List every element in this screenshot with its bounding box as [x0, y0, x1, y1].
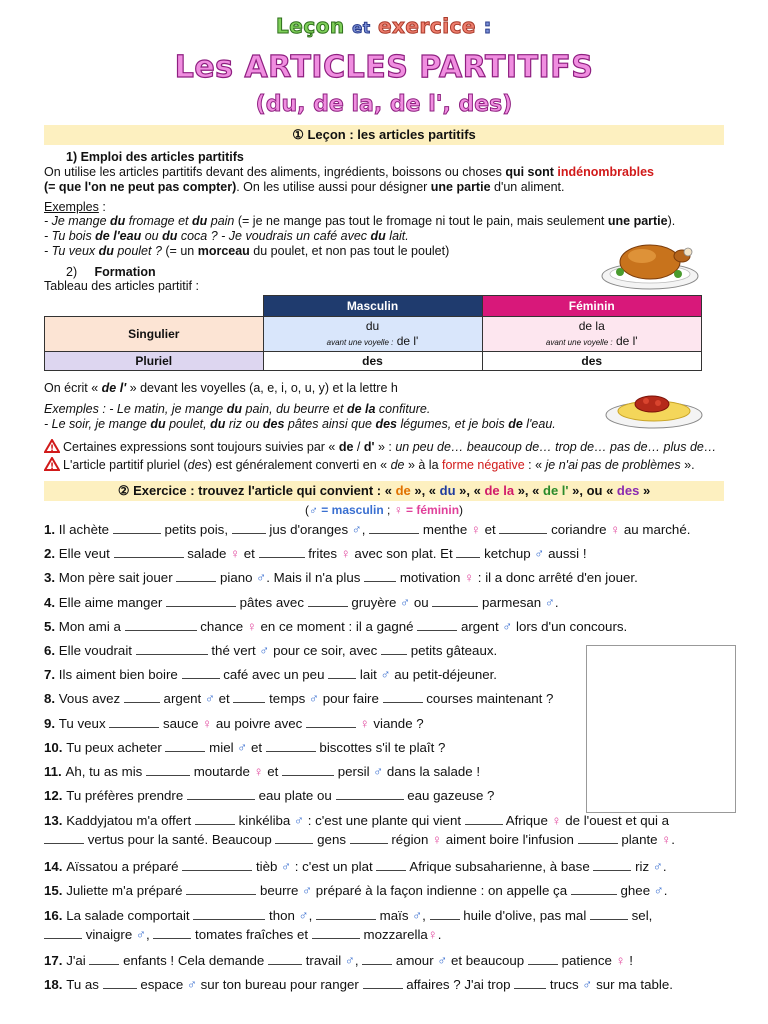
question-number: 1.: [44, 522, 59, 537]
question-text: coriandre: [547, 522, 611, 537]
question-text: sur ma table.: [592, 977, 673, 992]
question-text: .: [671, 832, 675, 847]
question-text: affaires ? J'ai trop: [402, 977, 515, 992]
question-text: temps: [265, 691, 310, 706]
answer-blank[interactable]: [268, 953, 302, 965]
question-text: plante: [617, 832, 662, 847]
question-text: mozzarella: [359, 927, 428, 942]
male-symbol-icon: ♂: [259, 643, 270, 658]
answer-blank[interactable]: [153, 927, 191, 939]
female-symbol-icon: ♀: [470, 522, 481, 537]
question-12: [44, 788, 744, 804]
male-symbol-icon: ♂: [135, 927, 146, 942]
question-14: [44, 832, 744, 848]
question-text: thon: [265, 908, 299, 923]
question-text: frites: [304, 546, 341, 561]
question-text: au marché.: [620, 522, 691, 537]
section2-heading: 2) Formation: [66, 265, 156, 279]
answer-blank[interactable]: [44, 832, 84, 844]
question-8: [44, 691, 744, 707]
answer-blank[interactable]: [369, 522, 419, 534]
title-exercice: exercice: [377, 14, 476, 38]
answer-blank[interactable]: [195, 813, 235, 825]
question-text: .: [663, 883, 668, 898]
question-text: Elle aime manger: [58, 595, 166, 610]
answer-blank[interactable]: [590, 908, 628, 920]
question-text: sauce: [159, 716, 203, 731]
question-text: argent: [159, 691, 205, 706]
male-symbol-icon: ♂: [281, 859, 292, 874]
question-text: sel,: [627, 908, 653, 923]
question-text: tièb: [252, 859, 282, 874]
warning-1: ! Certaines expressions sont toujours suivies par « de / d' » : un peu de… beaucoup de… trop de… pas de… plus de…: [44, 439, 744, 455]
question-text: dans la salade !: [383, 764, 481, 779]
question-number: 16.: [44, 908, 67, 923]
question-text: persil: [334, 764, 374, 779]
question-text: trucs: [546, 977, 583, 992]
question-text: J'ai: [66, 953, 90, 968]
answer-blank[interactable]: [308, 595, 348, 607]
question-text: Tu peux acheter: [66, 740, 166, 755]
question-text: gruyère: [347, 595, 401, 610]
question-17: [44, 908, 744, 924]
question-text: piano: [216, 570, 257, 585]
question-text: ,: [422, 908, 430, 923]
question-text: Mon père sait jouer: [58, 570, 177, 585]
question-text: et: [240, 546, 259, 561]
question-text: Vous avez: [58, 691, 124, 706]
answer-blank[interactable]: [336, 788, 404, 800]
question-text: gens: [313, 832, 350, 847]
title-colon: :: [483, 14, 492, 38]
male-symbol-icon: ♂: [380, 667, 391, 682]
pasta-plate-image: [604, 385, 704, 431]
question-text: et: [214, 691, 234, 706]
question-text: lait: [356, 667, 381, 682]
female-symbol-icon: ♀: [340, 546, 351, 561]
table-header-masculin: Masculin: [263, 296, 482, 317]
answer-blank[interactable]: [146, 764, 190, 776]
question-text: courses maintenant ?: [422, 691, 554, 706]
question-text: Aïssatou a préparé: [66, 859, 183, 874]
answer-blank[interactable]: [176, 570, 216, 582]
question-text: ghee: [616, 883, 654, 898]
example-2: - Tu bois de l'eau ou du coca ? - Je voudrais un café avec du lait.: [44, 229, 409, 243]
question-text: ketchup: [480, 546, 535, 561]
question-text: et: [263, 764, 283, 779]
answer-blank[interactable]: [499, 522, 547, 534]
question-text: lors d'un concours.: [512, 619, 628, 634]
question-text: .: [554, 595, 559, 610]
question-text: et: [247, 740, 266, 755]
question-text: chance: [196, 619, 247, 634]
answer-blank[interactable]: [514, 977, 546, 989]
table-intro: Tableau des articles partitif :: [44, 279, 199, 293]
question-text: La salade comportait: [66, 908, 194, 923]
male-symbol-icon: ♂: [544, 595, 555, 610]
question-19: [44, 953, 744, 969]
title-line-3: (du, de la, de l', des): [255, 92, 513, 117]
answer-blank[interactable]: [571, 883, 617, 895]
male-symbol-icon: ♂: [351, 522, 362, 537]
answer-blank[interactable]: [328, 667, 356, 679]
question-1: [44, 522, 744, 538]
question-9: [44, 716, 744, 732]
lesson-band: ① Leçon : les articles partitifs: [44, 125, 724, 145]
answer-blank[interactable]: [109, 716, 159, 728]
question-number: 3.: [44, 570, 59, 585]
answer-blank[interactable]: [578, 832, 618, 844]
answer-blank[interactable]: [312, 927, 360, 939]
warning-2: ! L'article partitif pluriel (des) est généralement converti en « de » à la forme négative : « je n'ai pas de problèmes ».: [44, 457, 744, 473]
question-number: 14.: [44, 859, 67, 874]
question-text: petits gâteaux.: [407, 643, 498, 658]
table-row-singulier: Singulier: [45, 317, 264, 352]
question-number: 2.: [44, 546, 59, 561]
female-symbol-icon: ♀: [464, 570, 475, 585]
question-number: 4.: [44, 595, 59, 610]
svg-text:!: !: [49, 462, 55, 471]
example-b: - Le soir, je mange du poulet, du riz ou des pâtes ainsi que des légumes, et je bois de l'eau.: [44, 417, 556, 431]
question-text: huile d'olive, pas mal: [459, 908, 590, 923]
question-number: 15.: [44, 883, 67, 898]
question-text: .: [662, 859, 667, 874]
female-symbol-icon: ♀: [246, 619, 257, 634]
answer-blank[interactable]: [282, 764, 334, 776]
question-text: : c'est une plante qui vient: [304, 813, 465, 828]
question-text: ,: [361, 522, 370, 537]
answer-blank[interactable]: [114, 546, 184, 558]
question-text: !: [625, 953, 633, 968]
question-text: eau gazeuse ?: [403, 788, 495, 803]
question-text: biscottes s'il te plaît ?: [315, 740, 446, 755]
question-text: Ils aiment bien boire: [58, 667, 182, 682]
question-text: Tu as: [66, 977, 103, 992]
question-text: Il achète: [58, 522, 113, 537]
question-number: 5.: [44, 619, 59, 634]
male-symbol-icon: ♂: [502, 619, 513, 634]
answer-blank[interactable]: [456, 546, 480, 558]
answer-blank[interactable]: [363, 977, 403, 989]
question-4: [44, 595, 744, 611]
answer-blank[interactable]: [376, 859, 406, 871]
question-text: beurre: [256, 883, 303, 898]
question-text: préparé à la façon indienne : on appelle ça: [312, 883, 571, 898]
answer-blank[interactable]: [182, 667, 220, 679]
male-symbol-icon: ♂: [186, 977, 197, 992]
section1-p1: On utilise les articles partitifs devant des aliments, ingrédients, boissons ou choses qui sont indénombrables: [44, 165, 654, 179]
question-text: maïs: [375, 908, 413, 923]
warning-icon: [44, 457, 60, 471]
question-text: enfants ! Cela demande: [119, 953, 268, 968]
title-et: et: [352, 19, 371, 37]
male-symbol-icon: ♂: [653, 883, 664, 898]
answer-blank[interactable]: [362, 953, 392, 965]
question-text: Juliette m'a préparé: [66, 883, 187, 898]
question-text: ,: [354, 953, 363, 968]
female-symbol-icon: ♀: [551, 813, 562, 828]
answer-blank[interactable]: [465, 813, 503, 825]
question-10: [44, 740, 744, 756]
question-text: : il a donc arrêté d'en jouer.: [474, 570, 638, 585]
section1-p2: (= que l'on ne peut pas compter). On les utilise aussi pour désigner une partie d'un aliment.: [44, 180, 565, 194]
answer-blank[interactable]: [381, 643, 407, 655]
question-text: de l'ouest et qui a: [561, 813, 670, 828]
example-a: Exemples : - Le matin, je mange du pain, du beurre et de la confiture.: [44, 402, 431, 416]
question-13: [44, 813, 744, 829]
female-symbol-icon: ♀: [661, 832, 672, 847]
question-20: [44, 977, 744, 993]
male-symbol-icon: ♂: [400, 595, 411, 610]
answer-blank[interactable]: [432, 595, 478, 607]
question-text: jus d'oranges: [265, 522, 352, 537]
warning-icon: [44, 439, 60, 453]
question-text: . Mais il n'a plus: [266, 570, 365, 585]
question-number: 12.: [44, 788, 67, 803]
male-symbol-icon: ♂: [437, 953, 448, 968]
female-symbol-icon: ♀: [359, 716, 370, 731]
answer-blank[interactable]: [166, 595, 236, 607]
question-number: 11.: [44, 764, 66, 779]
question-text: argent: [457, 619, 503, 634]
question-15: [44, 859, 744, 875]
question-text: : c'est un plat: [291, 859, 377, 874]
question-text: aussi !: [544, 546, 587, 561]
answer-blank[interactable]: [350, 832, 388, 844]
rule-text: On écrit « de l' » devant les voyelles (a, e, i, o, u, y) et la lettre h: [44, 381, 398, 395]
question-5: [44, 619, 744, 635]
question-7: [44, 667, 744, 683]
male-symbol-icon: ♂: [237, 740, 248, 755]
answer-blank[interactable]: [383, 691, 423, 703]
question-text: Kaddyjatou m'a offert: [66, 813, 195, 828]
question-text: viande ?: [369, 716, 424, 731]
answer-blank[interactable]: [44, 927, 82, 939]
answer-blank[interactable]: [528, 953, 558, 965]
answer-blank[interactable]: [136, 643, 208, 655]
question-text: avec son plat. Et: [350, 546, 457, 561]
question-text: motivation: [396, 570, 465, 585]
question-text: travail: [302, 953, 345, 968]
question-6: [44, 643, 744, 659]
question-text: au poivre avec: [212, 716, 307, 731]
answer-blank[interactable]: [316, 908, 376, 920]
question-text: pour ce soir, avec: [269, 643, 381, 658]
title-lecon: Leçon: [276, 14, 345, 38]
question-number: 8.: [44, 691, 59, 706]
cell-pluriel-masculin: des: [263, 352, 482, 371]
male-symbol-icon: ♂: [204, 691, 215, 706]
female-symbol-icon: ♀: [253, 764, 264, 779]
example-1: - Je mange du fromage et du pain (= je ne mange pas tout le fromage ni tout le pain, mais seulement une partie).: [44, 214, 676, 228]
question-text: vertus pour la santé. Beaucoup: [84, 832, 276, 847]
gender-legend: (♂ = masculin ; ♀ = féminin): [304, 503, 464, 517]
male-symbol-icon: ♂: [582, 977, 593, 992]
answer-blank[interactable]: [275, 832, 313, 844]
example-3: - Tu veux du poulet ? (= un morceau du poulet, et non pas tout le poulet): [44, 244, 450, 258]
female-symbol-icon: ♀: [230, 546, 241, 561]
question-text: région: [387, 832, 433, 847]
question-number: 13.: [44, 813, 67, 828]
answer-blank[interactable]: [187, 788, 255, 800]
male-symbol-icon: ♂: [309, 691, 320, 706]
question-text: petits pois,: [160, 522, 232, 537]
answer-blank[interactable]: [364, 570, 396, 582]
question-text: kinkéliba: [234, 813, 295, 828]
question-text: Elle voudrait: [58, 643, 136, 658]
svg-text:!: !: [49, 444, 55, 453]
answer-blank[interactable]: [193, 908, 265, 920]
male-symbol-icon: ♂: [256, 570, 267, 585]
question-text: pâtes avec: [235, 595, 308, 610]
male-symbol-icon: ♂: [298, 908, 309, 923]
question-number: 6.: [44, 643, 59, 658]
section1-heading: 1) Emploi des articles partitifs: [66, 150, 244, 164]
question-text: aiment boire l'infusion: [442, 832, 578, 847]
question-text: et beaucoup: [447, 953, 528, 968]
question-number: 9.: [44, 716, 59, 731]
partitive-table: [44, 295, 702, 371]
answer-blank[interactable]: [232, 522, 266, 534]
question-text: ,: [308, 908, 316, 923]
question-number: 7.: [44, 667, 59, 682]
question-text: et: [480, 522, 500, 537]
question-text: Tu veux: [58, 716, 110, 731]
answer-blank[interactable]: [124, 691, 160, 703]
answer-blank[interactable]: [266, 740, 316, 752]
answer-blank[interactable]: [233, 691, 265, 703]
question-text: Mon ami a: [58, 619, 125, 634]
question-text: menthe: [419, 522, 471, 537]
answer-blank[interactable]: [417, 619, 457, 631]
question-text: vinaigre: [82, 927, 136, 942]
male-symbol-icon: ♂: [344, 953, 355, 968]
cell-singulier-feminin: de la avant une voyelle : de l': [482, 317, 702, 352]
question-16: [44, 883, 744, 899]
title-line-1: [0, 14, 768, 38]
question-2: [44, 546, 744, 562]
question-number: 10.: [44, 740, 67, 755]
answer-blank[interactable]: [113, 522, 161, 534]
question-text: au petit-déjeuner.: [390, 667, 497, 682]
male-symbol-icon: ♂: [302, 883, 313, 898]
male-symbol-icon: ♂: [373, 764, 384, 779]
answer-blank[interactable]: [182, 859, 252, 871]
answer-blank[interactable]: [165, 740, 205, 752]
male-symbol-icon: ♂: [534, 546, 545, 561]
question-text: .: [437, 927, 442, 942]
answer-blank[interactable]: [259, 546, 305, 558]
question-text: espace: [136, 977, 187, 992]
exercise-band: ② Exercice : trouvez l'article qui convient : « de », « du », « de la », « de l' », ou « des »: [44, 481, 724, 501]
question-11: [44, 764, 744, 780]
answer-blank[interactable]: [306, 716, 356, 728]
answer-blank[interactable]: [89, 953, 119, 965]
female-symbol-icon: ♀: [615, 953, 626, 968]
table-row-pluriel: Pluriel: [45, 352, 264, 371]
question-number: 17.: [44, 953, 67, 968]
answer-blank[interactable]: [103, 977, 137, 989]
male-symbol-icon: ♂: [294, 813, 305, 828]
question-text: Ah, tu as mis: [65, 764, 147, 779]
female-symbol-icon: ♀: [432, 832, 443, 847]
female-symbol-icon: ♀: [610, 522, 621, 537]
question-text: pour faire: [319, 691, 383, 706]
male-symbol-icon: ♂: [412, 908, 423, 923]
question-text: Elle veut: [58, 546, 114, 561]
question-text: miel: [205, 740, 238, 755]
question-text: riz: [631, 859, 653, 874]
title-line-2: Les ARTICLES PARTITIFS: [174, 50, 594, 85]
question-text: thé vert: [207, 643, 260, 658]
answer-blank[interactable]: [430, 908, 460, 920]
answer-blank[interactable]: [125, 619, 197, 631]
question-text: tomates fraîches et: [191, 927, 312, 942]
question-text: ou: [410, 595, 433, 610]
cell-pluriel-feminin: des: [482, 352, 702, 371]
question-number: 18.: [44, 977, 67, 992]
question-text: parmesan: [478, 595, 545, 610]
question-text: salade: [183, 546, 231, 561]
question-text: en ce moment : il a gagné: [256, 619, 418, 634]
question-text: Afrique: [502, 813, 552, 828]
answer-blank[interactable]: [593, 859, 631, 871]
question-text: eau plate ou: [254, 788, 336, 803]
question-text: sur ton bureau pour ranger: [196, 977, 363, 992]
male-symbol-icon: ♂: [652, 859, 663, 874]
female-symbol-icon: ♀: [202, 716, 213, 731]
question-text: ,: [145, 927, 154, 942]
question-text: moutarde: [190, 764, 254, 779]
question-18: [44, 927, 744, 943]
cell-singulier-masculin: du avant une voyelle : de l': [263, 317, 482, 352]
question-text: patience: [557, 953, 616, 968]
question-text: Tu préfères prendre: [66, 788, 187, 803]
answer-blank[interactable]: [186, 883, 256, 895]
question-text: Afrique subsaharienne, à base: [406, 859, 594, 874]
table-header-feminin: Féminin: [482, 296, 702, 317]
question-text: café avec un peu: [219, 667, 329, 682]
question-text: amour: [392, 953, 438, 968]
examples-label: Exemples :: [44, 200, 106, 214]
question-3: [44, 570, 744, 586]
female-symbol-icon: ♀: [427, 927, 438, 942]
